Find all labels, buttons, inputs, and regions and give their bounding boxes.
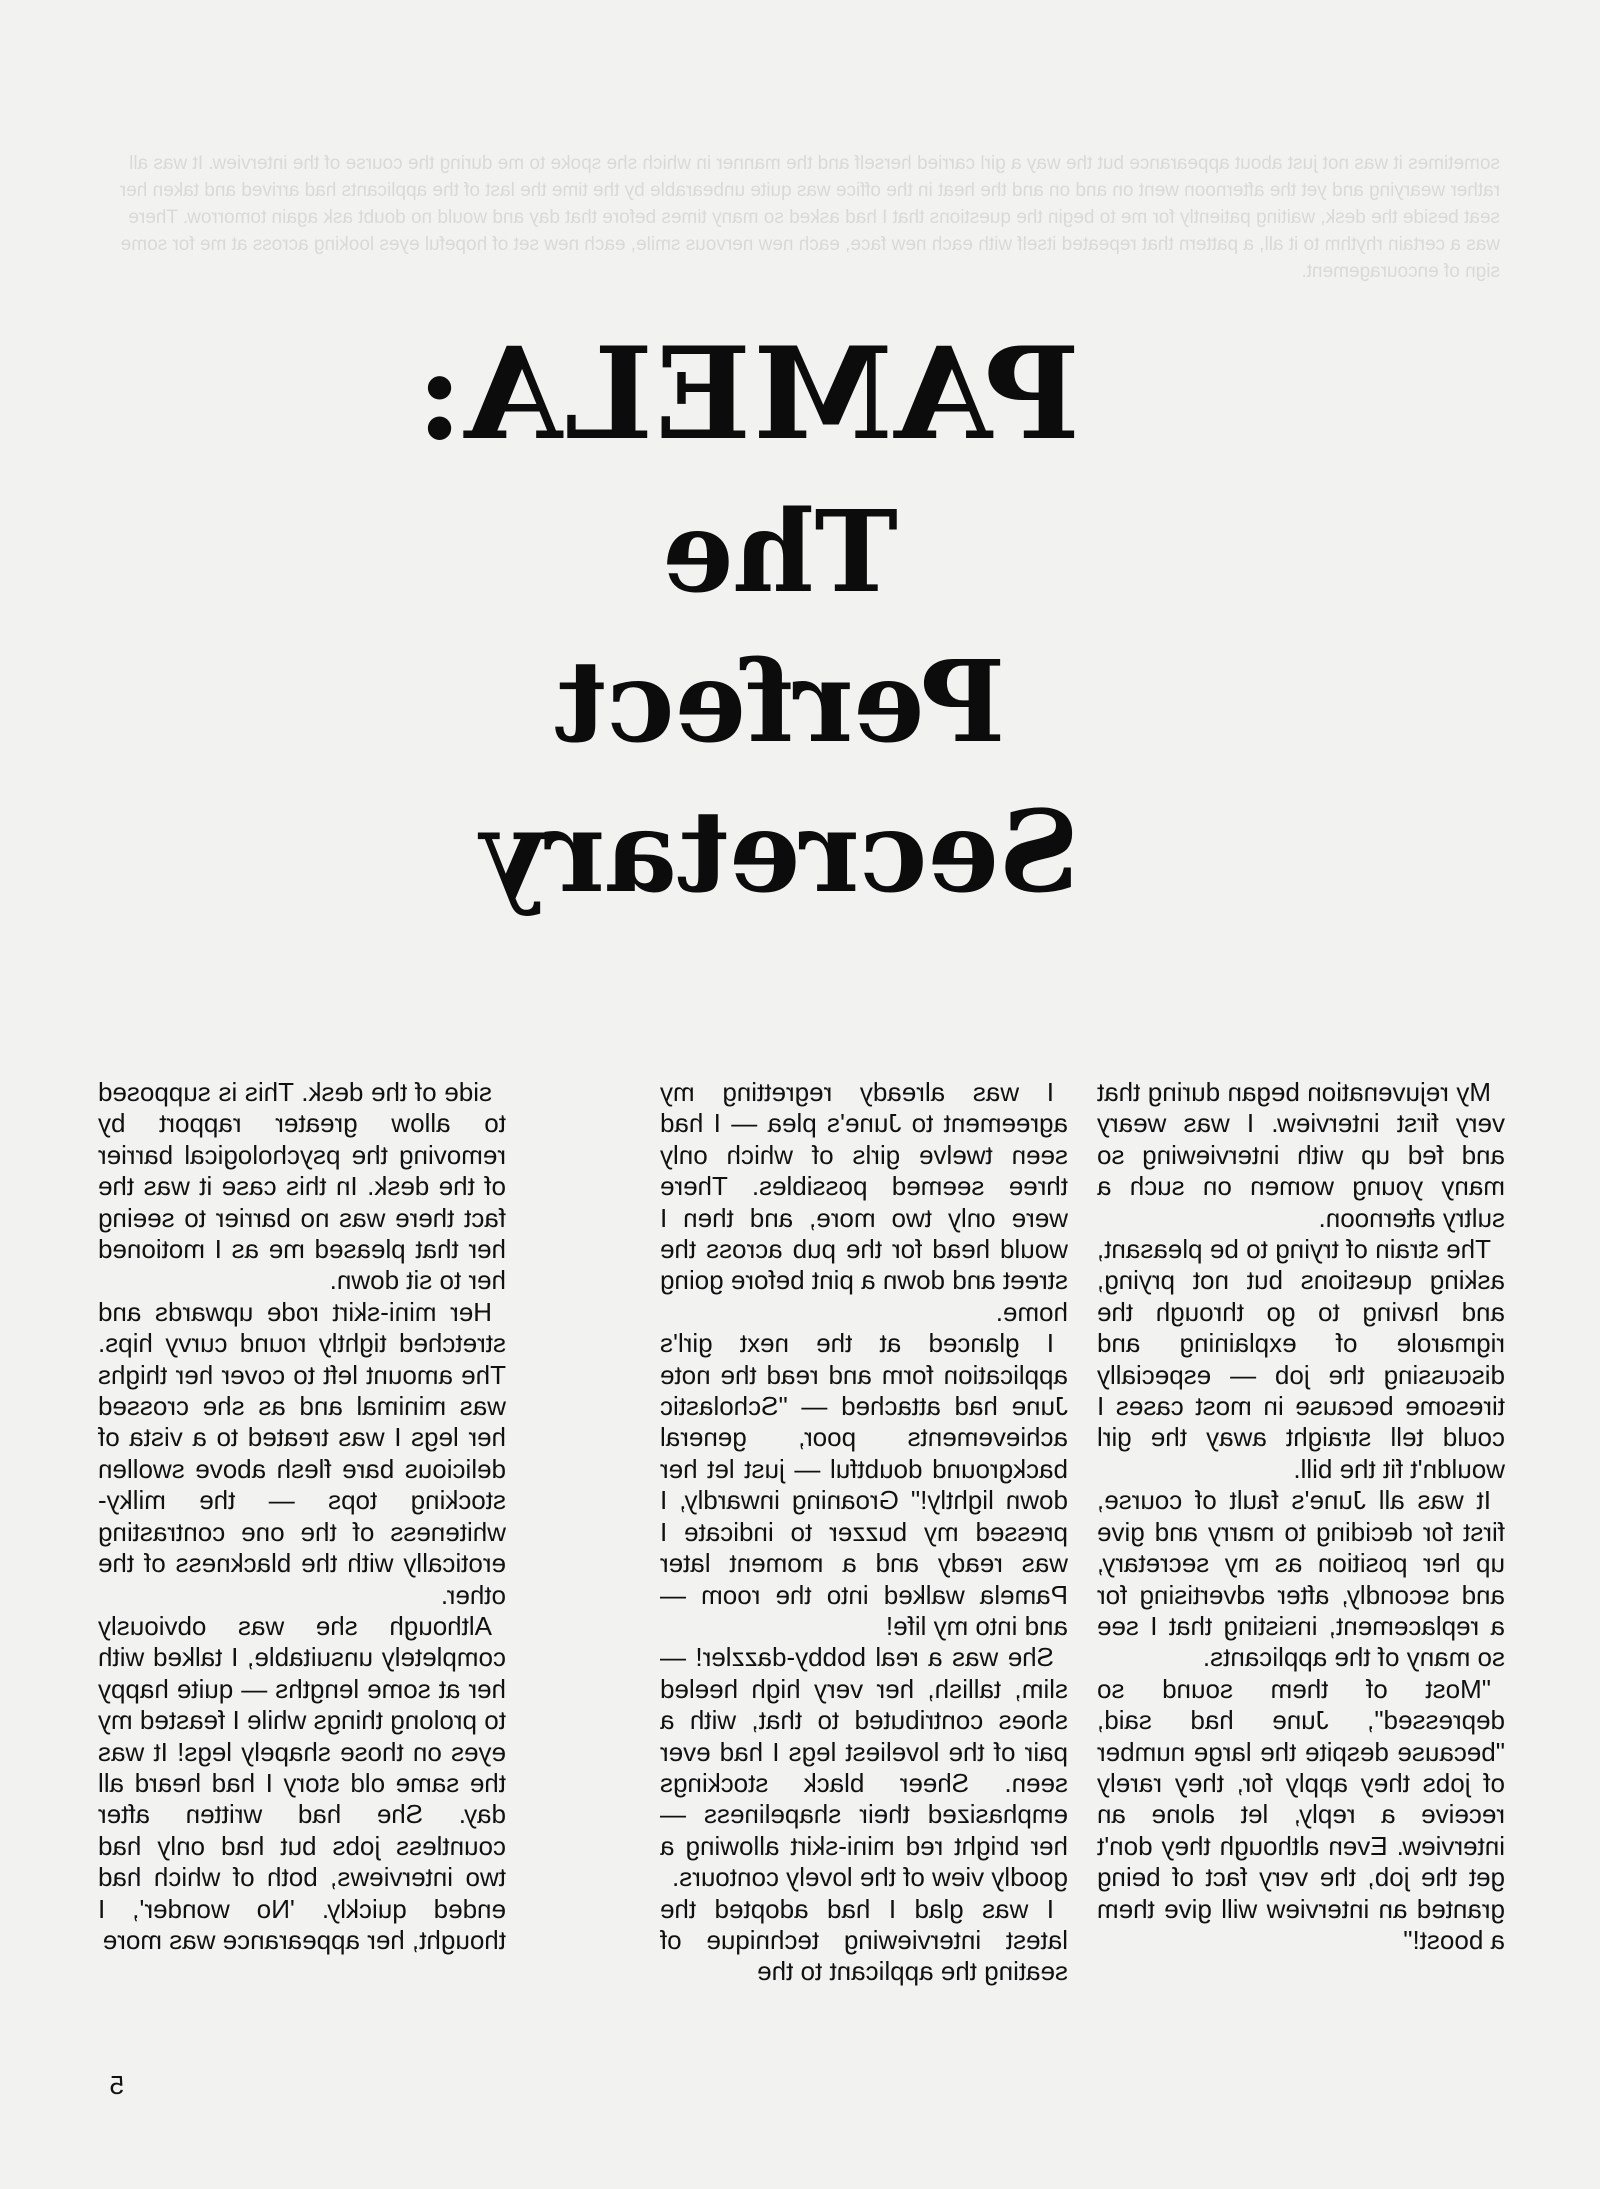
text-column-2: [660, 1077, 1068, 1988]
paragraph: Her mini-skirt rode upwards and stretched tightly round curvy hips. The amount left to cover her thighs was minimal and as she crossed her legs I was treated to a vista of delicious bare flesh above swollen stocking tops — the milky-whiteness of the one contrasting erotically with the blackness of the other.: [98, 1296, 506, 1610]
title-line-4: Secretary: [480, 787, 1080, 918]
title-line-2: The: [661, 487, 899, 618]
paragraph: I glanced at the next girl's application form and read the note June had attached — "Scholastic achievements poor, general background doubtful — just let her down lightly!" Groaning inwardly, I pressed my buzzer to indicate I was ready and a moment later Pamela walked into the room — and into my life!: [660, 1328, 1068, 1641]
paragraph: The strain of trying to be pleasant, asking questions but not prying, and having to go through the rigmarole of explaining and discussing the job — especially tiresome because in most cases I could tell straight away the girl wouldn't fit the bill.: [1097, 1234, 1505, 1484]
paragraph: It was all June's fault of course, first for deciding to marry and give up her position as my secretary, and secondly, after advertising for a replacement, insisting that I see so many of the applicants.: [1097, 1485, 1505, 1673]
page-number: 5: [109, 2070, 124, 2100]
title-line-1: PAMELA:: [414, 320, 1080, 468]
title-line-3: Perfect: [554, 637, 1006, 768]
paragraph: side of the desk. This is supposed to allow greater rapport by removing the psychological barrier of the desk. In this case it was the fact there was no barrier to seeing her that pleased me as I motioned her to sit down.: [98, 1077, 506, 1296]
paragraph: "Most of them sound so depressed", June had said, "because despite the large number of jobs they apply for, they rarely receive a reply, let alone an interview. Even although they don't get the job, the very fact of being granted an interview will give them a boost!": [1097, 1673, 1505, 1955]
text-column-3: [98, 1077, 506, 1956]
paragraph: My rejuvenation began during that very first interview. I was weary and fed up with interviewing so many young women on such a sultry afternoon.: [1097, 1077, 1505, 1233]
text-column-1: [1097, 1077, 1505, 1956]
paragraph: She was a real bobby-dazzler! — slim, tallish, her very high heeled shoes contributed to that, with a pair of the loveliest legs I had ever seen. Sheer black stockings emphasized their shapeliness — her bright red mini-skirt allowing a goodly view of the lovely contours.: [660, 1642, 1068, 1893]
paragraph: I was already regretting my agreement to June's plea — I had seen twelve girls of which only three seemed possibles. There were only two more, and then I would head for the pub across the street and down a pint before going home.: [660, 1077, 1068, 1327]
story-title: [414, 320, 1080, 928]
paragraph: I was glad I had adopted the latest interviewing technique of seating the applicant to the: [660, 1893, 1068, 1987]
paragraph: Although she was obviously completely unsuitable, I talked with her at some lengths — quite happy to prolong things while I feasted my eyes on those shapely legs! It was the same old story I had heard all day. She had written after countless jobs but had only had two interviews, both of which had ended quickly. 'No wonder', I thought, her appearance was more: [98, 1610, 506, 1955]
show-through-text: sometimes it was not just about appearance but the way a girl carried herself and the manner in which she spoke to me during the course of the interview. It was all rather wearying and yet the afternoon went on and on and the heat in the office was quite unbearable by the time the last of the applicants had arrived and taken her seat beside the desk, waiting patiently for me to begin the questions that I had asked so many times before that day and would no doubt ask again tomorrow. There was a certain rhythm to it all, a pattern that repeated itself with each new face, each new nervous smile, each new set of hopeful eyes looking across at me for some sign of encouragement.: [119, 153, 1500, 282]
